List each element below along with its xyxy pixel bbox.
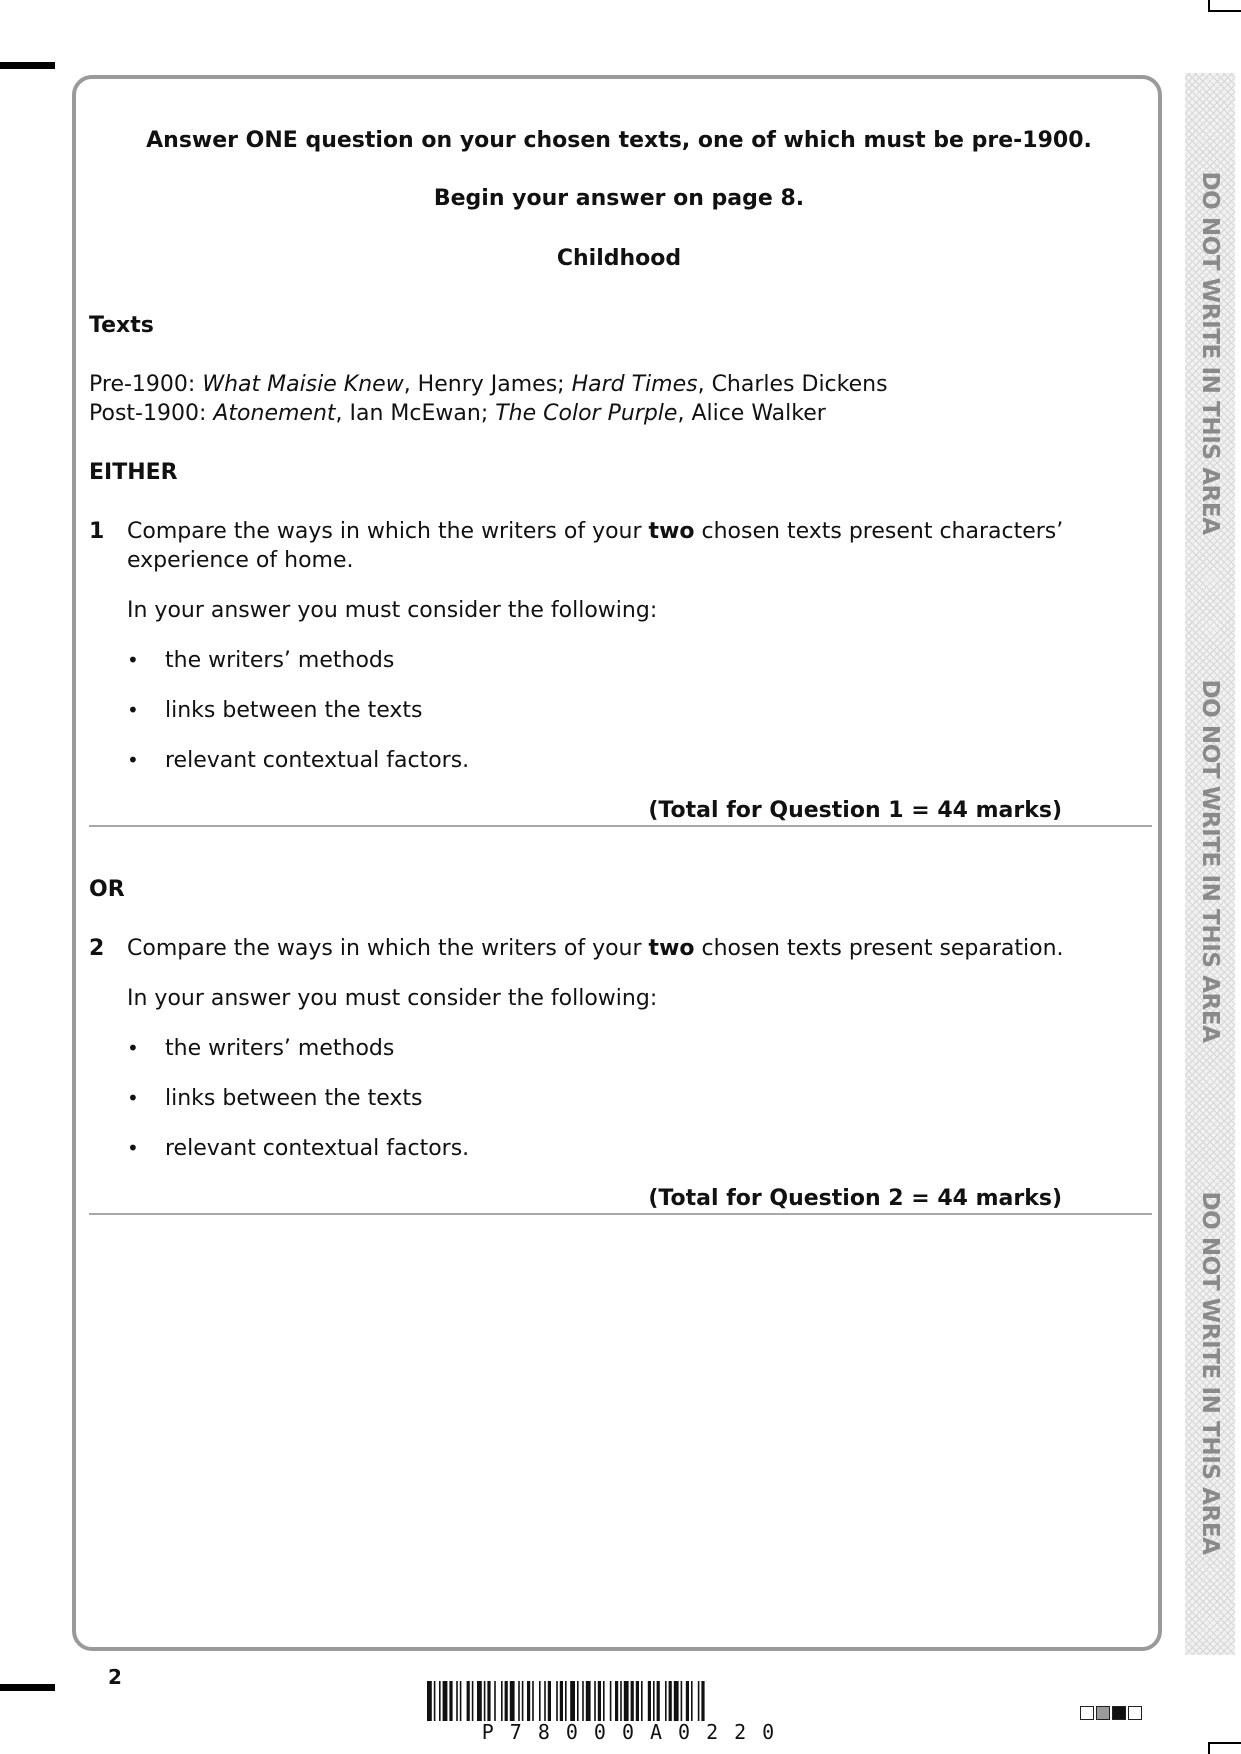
- question-2-emphasis: two: [648, 936, 695, 961]
- print-marker-square-1: [1080, 1706, 1094, 1720]
- text-title-what-maisie-knew: What Maisie Knew: [202, 372, 404, 397]
- text-title-atonement: Atonement: [213, 401, 336, 426]
- either-label: EITHER: [89, 460, 178, 485]
- crop-mark-bottom-left: [0, 1684, 55, 1691]
- crop-mark-top-right-h: [1208, 10, 1241, 12]
- crop-mark-top-left: [0, 62, 55, 69]
- crop-mark-top-right-v: [1208, 0, 1210, 12]
- question-1-text-continued: experience of home.: [127, 548, 354, 573]
- margin-warning-1: DO NOT WRITE IN THIS AREA: [1197, 171, 1223, 535]
- question-2-total: (Total for Question 2 = 44 marks): [648, 1186, 1062, 1211]
- texts-heading: Texts: [89, 313, 154, 338]
- bullet-dot: •: [127, 648, 139, 672]
- question-1-total: (Total for Question 1 = 44 marks): [648, 798, 1062, 823]
- page-number: 2: [108, 1665, 122, 1689]
- crop-mark-bottom-right-h: [1208, 1742, 1241, 1744]
- barcode-label: P78000A0220: [481, 1720, 791, 1744]
- text-author-alice-walker: , Alice Walker: [677, 401, 826, 426]
- margin-warning-3: DO NOT WRITE IN THIS AREA: [1197, 1191, 1223, 1555]
- barcode: [427, 1681, 845, 1721]
- or-label: OR: [89, 877, 125, 902]
- question-2-text: [127, 934, 1064, 963]
- crop-mark-bottom-right-v: [1208, 1742, 1210, 1754]
- question-2-number: 2: [89, 936, 105, 961]
- question-2-text-a: Compare the ways in which the writers of your: [127, 936, 649, 961]
- margin-warning-2: DO NOT WRITE IN THIS AREA: [1197, 679, 1223, 1043]
- question-1-divider: [89, 825, 1152, 827]
- question-1-consider: In your answer you must consider the following:: [127, 598, 658, 623]
- text-author-charles-dickens: , Charles Dickens: [697, 372, 888, 397]
- question-2-bullet-3: relevant contextual factors.: [165, 1136, 470, 1161]
- question-frame: [72, 75, 1162, 1651]
- print-marker-square-2: [1096, 1706, 1110, 1720]
- question-1-text: [127, 517, 1063, 546]
- question-2-consider: In your answer you must consider the following:: [127, 986, 658, 1011]
- bullet-dot: •: [127, 748, 139, 772]
- post-1900-texts: [89, 399, 826, 428]
- pre-1900-prefix: Pre-1900:: [89, 372, 203, 397]
- print-marker-square-3: [1112, 1706, 1126, 1720]
- question-1-text-a: Compare the ways in which the writers of your: [127, 519, 649, 544]
- question-2-bullet-2: links between the texts: [165, 1086, 423, 1111]
- begin-answer-text: Begin your answer on page 8.: [433, 186, 805, 211]
- print-marker-square-4: [1128, 1706, 1142, 1720]
- question-2-bullet-1: the writers’ methods: [165, 1036, 395, 1061]
- question-1-emphasis: two: [648, 519, 695, 544]
- pre-1900-texts: [89, 370, 888, 399]
- text-author-henry-james: , Henry James;: [403, 372, 572, 397]
- text-author-ian-mcewan: , Ian McEwan;: [335, 401, 496, 426]
- post-1900-prefix: Post-1900:: [89, 401, 214, 426]
- question-2-divider: [89, 1213, 1152, 1215]
- question-1-bullet-3: relevant contextual factors.: [165, 748, 470, 773]
- question-1-text-b: chosen texts present characters’: [694, 519, 1064, 544]
- text-title-the-color-purple: The Color Purple: [495, 401, 678, 426]
- question-1-bullet-2: links between the texts: [165, 698, 423, 723]
- bullet-dot: •: [127, 1086, 139, 1110]
- bullet-dot: •: [127, 1036, 139, 1060]
- theme-title: Childhood: [556, 246, 682, 271]
- question-2-text-b: chosen texts present separation.: [694, 936, 1064, 961]
- bullet-dot: •: [127, 698, 139, 722]
- bullet-dot: •: [127, 1136, 139, 1160]
- question-1-bullet-1: the writers’ methods: [165, 648, 395, 673]
- question-1-number: 1: [89, 519, 105, 544]
- instruction-text: Answer ONE question on your chosen texts, one of which must be pre-1900.: [146, 128, 1092, 153]
- text-title-hard-times: Hard Times: [571, 372, 698, 397]
